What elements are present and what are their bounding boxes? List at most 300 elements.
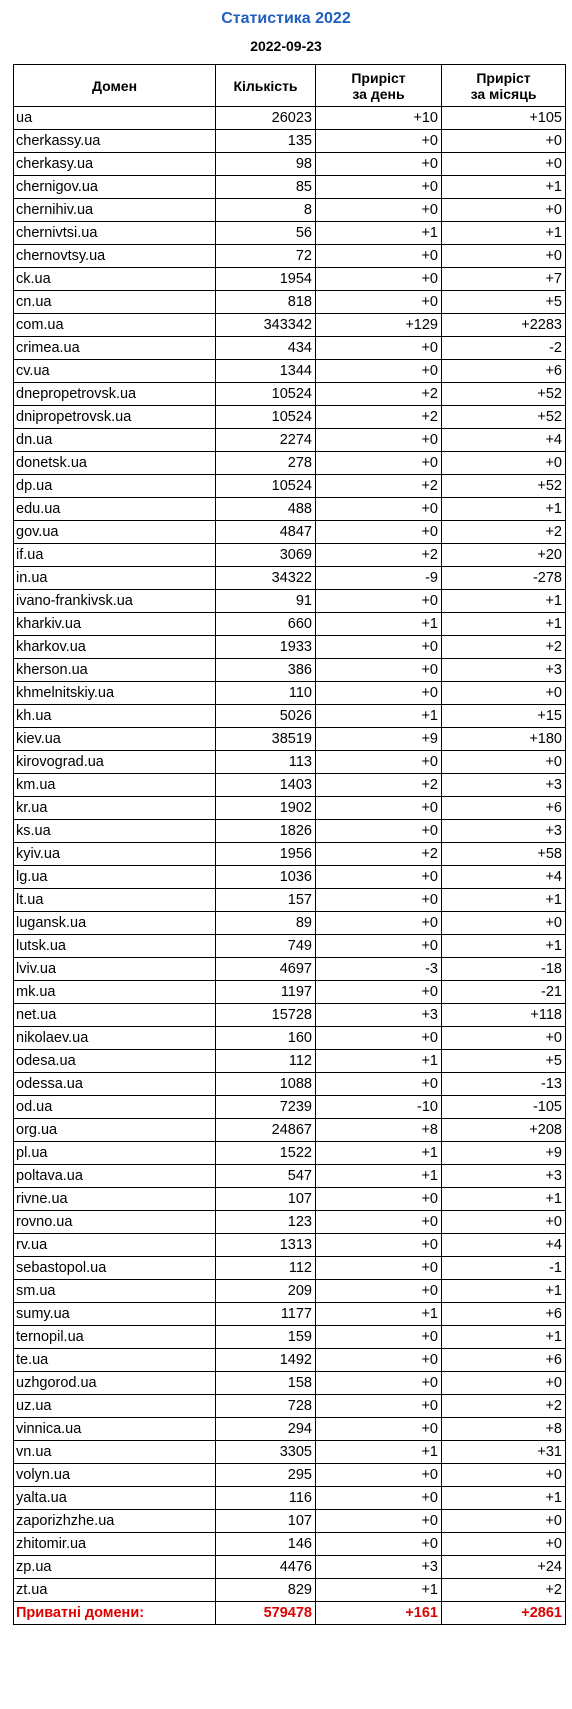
count-cell: 110 [216,682,316,705]
domain-cell: vinnica.ua [14,1418,216,1441]
page-title: Статистика 2022 [221,10,351,27]
day-growth-cell: -9 [316,567,442,590]
month-growth-cell: +6 [442,797,566,820]
domain-cell: uzhgorod.ua [14,1372,216,1395]
header-month-growth: Приріст за місяць [442,65,566,107]
month-growth-cell: -278 [442,567,566,590]
month-growth-cell: +105 [442,107,566,130]
month-growth-cell: +3 [442,1165,566,1188]
table-row [14,475,566,498]
domain-cell: sebastopol.ua [14,1257,216,1280]
count-cell: 343342 [216,314,316,337]
table-row [14,636,566,659]
month-growth-cell: +2 [442,636,566,659]
domain-cell: dn.ua [14,429,216,452]
day-growth-cell: +0 [316,981,442,1004]
day-growth-cell: +0 [316,429,442,452]
domain-cell: crimea.ua [14,337,216,360]
table-row [14,360,566,383]
domain-cell: kharkov.ua [14,636,216,659]
month-growth-cell: +3 [442,820,566,843]
month-growth-cell: +6 [442,1349,566,1372]
day-growth-cell: +0 [316,337,442,360]
count-cell: 2274 [216,429,316,452]
day-growth-cell: +2 [316,774,442,797]
day-growth-cell: +2 [316,843,442,866]
count-cell: 1826 [216,820,316,843]
month-growth-cell: -13 [442,1073,566,1096]
domain-cell: vn.ua [14,1441,216,1464]
count-cell: 1954 [216,268,316,291]
count-cell: 1344 [216,360,316,383]
table-row [14,1027,566,1050]
count-cell: 1956 [216,843,316,866]
table-row [14,1165,566,1188]
domain-cell: lt.ua [14,889,216,912]
count-cell: 146 [216,1533,316,1556]
day-growth-cell: +0 [316,1395,442,1418]
month-growth-cell: +2283 [442,314,566,337]
count-cell: 112 [216,1257,316,1280]
day-growth-cell: +1 [316,1579,442,1602]
month-growth-cell: +9 [442,1142,566,1165]
day-growth-cell: +0 [316,1349,442,1372]
count-cell: 1177 [216,1303,316,1326]
month-growth-cell: -21 [442,981,566,1004]
domain-cell: dnipropetrovsk.ua [14,406,216,429]
count-cell: 123 [216,1211,316,1234]
domain-cell: lviv.ua [14,958,216,981]
month-growth-cell: +4 [442,429,566,452]
domain-cell: poltava.ua [14,1165,216,1188]
month-growth-cell: -2 [442,337,566,360]
month-growth-cell: +0 [442,1211,566,1234]
day-growth-cell: +0 [316,1533,442,1556]
domain-cell: net.ua [14,1004,216,1027]
domain-cell: ternopil.ua [14,1326,216,1349]
count-cell: 3305 [216,1441,316,1464]
day-growth-cell: +0 [316,176,442,199]
domain-cell: org.ua [14,1119,216,1142]
count-cell: 1036 [216,866,316,889]
domain-cell: lugansk.ua [14,912,216,935]
month-growth-cell: +4 [442,866,566,889]
domain-cell: dp.ua [14,475,216,498]
table-row [14,452,566,475]
month-growth-cell: +0 [442,912,566,935]
count-cell: 34322 [216,567,316,590]
table-row [14,1487,566,1510]
month-growth-cell: +24 [442,1556,566,1579]
table-row [14,1119,566,1142]
domain-cell: zhitomir.ua [14,1533,216,1556]
table-row [14,889,566,912]
day-growth-cell: +1 [316,705,442,728]
count-cell: 8 [216,199,316,222]
total-row [14,1602,566,1625]
month-growth-cell: -105 [442,1096,566,1119]
table-row [14,866,566,889]
domain-cell: kharkiv.ua [14,613,216,636]
domain-cell: sm.ua [14,1280,216,1303]
domain-cell: in.ua [14,567,216,590]
domain-cell: pl.ua [14,1142,216,1165]
month-growth-cell: +0 [442,1510,566,1533]
count-cell: 209 [216,1280,316,1303]
day-growth-cell: +0 [316,1418,442,1441]
day-growth-cell: +1 [316,1142,442,1165]
month-growth-cell: +0 [442,682,566,705]
day-growth-cell: +0 [316,245,442,268]
month-growth-cell: +6 [442,360,566,383]
table-row [14,1395,566,1418]
count-cell: 107 [216,1510,316,1533]
day-growth-cell: +0 [316,521,442,544]
day-growth-cell: +0 [316,636,442,659]
table-row [14,1579,566,1602]
table-row [14,1234,566,1257]
domain-cell: rv.ua [14,1234,216,1257]
day-growth-cell: +0 [316,1280,442,1303]
count-cell: 295 [216,1464,316,1487]
table-row [14,245,566,268]
table-row [14,107,566,130]
count-cell: 10524 [216,383,316,406]
table-row [14,521,566,544]
domain-cell: kirovograd.ua [14,751,216,774]
domain-cell: dnepropetrovsk.ua [14,383,216,406]
domain-cell: zt.ua [14,1579,216,1602]
domain-cell: chernigov.ua [14,176,216,199]
month-growth-cell: +3 [442,659,566,682]
day-growth-cell: +2 [316,544,442,567]
day-growth-cell: +0 [316,452,442,475]
day-growth-cell: +0 [316,797,442,820]
count-cell: 91 [216,590,316,613]
table-row [14,774,566,797]
domain-cell: volyn.ua [14,1464,216,1487]
month-growth-cell: +31 [442,1441,566,1464]
total-month-growth: +2861 [442,1602,566,1625]
domain-cell: ivano-frankivsk.ua [14,590,216,613]
count-cell: 728 [216,1395,316,1418]
month-growth-cell: +0 [442,1464,566,1487]
count-cell: 749 [216,935,316,958]
table-row [14,1372,566,1395]
report-date: 2022-09-23 [250,38,322,54]
month-growth-cell: +0 [442,130,566,153]
count-cell: 72 [216,245,316,268]
month-growth-cell: +0 [442,245,566,268]
count-cell: 1492 [216,1349,316,1372]
table-row [14,1556,566,1579]
day-growth-cell: -3 [316,958,442,981]
header-domain: Домен [14,65,216,107]
table-row [14,981,566,1004]
count-cell: 434 [216,337,316,360]
day-growth-cell: +10 [316,107,442,130]
count-cell: 15728 [216,1004,316,1027]
month-growth-cell: +52 [442,383,566,406]
day-growth-cell: +0 [316,291,442,314]
day-growth-cell: +129 [316,314,442,337]
day-growth-cell: +0 [316,659,442,682]
month-growth-cell: +0 [442,1372,566,1395]
table-row [14,130,566,153]
day-growth-cell: +0 [316,682,442,705]
day-growth-cell: +0 [316,1487,442,1510]
month-growth-cell: +1 [442,176,566,199]
day-growth-cell: +1 [316,1303,442,1326]
count-cell: 160 [216,1027,316,1050]
table-row [14,797,566,820]
table-row [14,1303,566,1326]
table-header-row [14,65,566,107]
day-growth-cell: +0 [316,1027,442,1050]
table-row [14,153,566,176]
header-day-growth: Приріст за день [316,65,442,107]
day-growth-cell: +2 [316,475,442,498]
table-row [14,268,566,291]
table-row [14,1326,566,1349]
domain-cell: rivne.ua [14,1188,216,1211]
domain-cell: cherkasy.ua [14,153,216,176]
count-cell: 113 [216,751,316,774]
count-cell: 3069 [216,544,316,567]
table-row [14,199,566,222]
day-growth-cell: +0 [316,935,442,958]
table-row [14,1050,566,1073]
domain-cell: uz.ua [14,1395,216,1418]
table-row [14,1073,566,1096]
month-growth-cell: +208 [442,1119,566,1142]
table-row [14,1464,566,1487]
month-growth-cell: +3 [442,774,566,797]
day-growth-cell: +1 [316,1165,442,1188]
domain-cell: te.ua [14,1349,216,1372]
month-growth-cell: +1 [442,222,566,245]
table-row [14,383,566,406]
count-cell: 135 [216,130,316,153]
domain-cell: com.ua [14,314,216,337]
month-growth-cell: +118 [442,1004,566,1027]
table-body [14,107,566,1602]
domain-cell: odesa.ua [14,1050,216,1073]
month-growth-cell: -18 [442,958,566,981]
domain-cell: lutsk.ua [14,935,216,958]
count-cell: 294 [216,1418,316,1441]
table-row [14,544,566,567]
total-label: Приватні домени: [14,1602,216,1625]
day-growth-cell: +0 [316,360,442,383]
count-cell: 386 [216,659,316,682]
domain-cell: chernivtsi.ua [14,222,216,245]
domain-cell: kiev.ua [14,728,216,751]
table-row [14,590,566,613]
month-growth-cell: +1 [442,1326,566,1349]
count-cell: 107 [216,1188,316,1211]
count-cell: 98 [216,153,316,176]
month-growth-cell: +180 [442,728,566,751]
count-cell: 157 [216,889,316,912]
table-row [14,176,566,199]
month-growth-cell: +58 [442,843,566,866]
table-row [14,820,566,843]
count-cell: 56 [216,222,316,245]
table-row [14,1280,566,1303]
table-row [14,1142,566,1165]
count-cell: 278 [216,452,316,475]
day-growth-cell: +0 [316,498,442,521]
domain-cell: sumy.ua [14,1303,216,1326]
day-growth-cell: +1 [316,1050,442,1073]
day-growth-cell: +0 [316,1234,442,1257]
month-growth-cell: +0 [442,199,566,222]
day-growth-cell: +0 [316,590,442,613]
day-growth-cell: +0 [316,1326,442,1349]
month-growth-cell: +15 [442,705,566,728]
table-row [14,1533,566,1556]
day-growth-cell: +0 [316,889,442,912]
day-growth-cell: +3 [316,1004,442,1027]
domain-cell: zaporizhzhe.ua [14,1510,216,1533]
count-cell: 4476 [216,1556,316,1579]
month-growth-cell: +2 [442,1579,566,1602]
table-row [14,1211,566,1234]
table-row [14,291,566,314]
count-cell: 1902 [216,797,316,820]
day-growth-cell: +0 [316,268,442,291]
table-row [14,1188,566,1211]
domain-cell: kyiv.ua [14,843,216,866]
day-growth-cell: +0 [316,1073,442,1096]
domain-cell: kr.ua [14,797,216,820]
domain-cell: khmelnitskiy.ua [14,682,216,705]
count-cell: 24867 [216,1119,316,1142]
table-row [14,406,566,429]
count-cell: 38519 [216,728,316,751]
total-day-growth: +161 [316,1602,442,1625]
domain-cell: cn.ua [14,291,216,314]
table-row [14,751,566,774]
total-count: 579478 [216,1602,316,1625]
day-growth-cell: +1 [316,1441,442,1464]
month-growth-cell: +8 [442,1418,566,1441]
table-row [14,728,566,751]
domain-cell: mk.ua [14,981,216,1004]
month-growth-cell: +0 [442,751,566,774]
count-cell: 1522 [216,1142,316,1165]
table-row [14,843,566,866]
day-growth-cell: +0 [316,1211,442,1234]
day-growth-cell: +0 [316,153,442,176]
domain-cell: yalta.ua [14,1487,216,1510]
table-row [14,314,566,337]
month-growth-cell: +6 [442,1303,566,1326]
count-cell: 116 [216,1487,316,1510]
count-cell: 7239 [216,1096,316,1119]
day-growth-cell: +9 [316,728,442,751]
table-row [14,613,566,636]
table-row [14,912,566,935]
domain-cell: zp.ua [14,1556,216,1579]
table-row [14,1418,566,1441]
month-growth-cell: +2 [442,521,566,544]
table-row [14,222,566,245]
domain-cell: odessa.ua [14,1073,216,1096]
count-cell: 1197 [216,981,316,1004]
month-growth-cell: +1 [442,1280,566,1303]
day-growth-cell: +0 [316,1510,442,1533]
count-cell: 158 [216,1372,316,1395]
domain-cell: ck.ua [14,268,216,291]
domain-cell: nikolaev.ua [14,1027,216,1050]
month-growth-cell: +1 [442,1487,566,1510]
count-cell: 4847 [216,521,316,544]
domain-cell: km.ua [14,774,216,797]
domain-cell: chernihiv.ua [14,199,216,222]
month-growth-cell: +5 [442,291,566,314]
count-cell: 85 [216,176,316,199]
count-cell: 660 [216,613,316,636]
domain-cell: ua [14,107,216,130]
table-row [14,567,566,590]
day-growth-cell: +0 [316,1372,442,1395]
day-growth-cell: +0 [316,130,442,153]
month-growth-cell: +1 [442,935,566,958]
domain-cell: kherson.ua [14,659,216,682]
month-growth-cell: +1 [442,613,566,636]
table-row [14,1257,566,1280]
table-row [14,935,566,958]
count-cell: 5026 [216,705,316,728]
count-cell: 89 [216,912,316,935]
domain-cell: kh.ua [14,705,216,728]
day-growth-cell: +0 [316,866,442,889]
count-cell: 26023 [216,107,316,130]
day-growth-cell: +1 [316,222,442,245]
table-row [14,498,566,521]
month-growth-cell: +5 [442,1050,566,1073]
table-row [14,1441,566,1464]
table-row [14,682,566,705]
day-growth-cell: +0 [316,1464,442,1487]
month-growth-cell: +52 [442,406,566,429]
day-growth-cell: +0 [316,1257,442,1280]
count-cell: 1403 [216,774,316,797]
day-growth-cell: +0 [316,199,442,222]
count-cell: 829 [216,1579,316,1602]
day-growth-cell: -10 [316,1096,442,1119]
month-growth-cell: +0 [442,153,566,176]
count-cell: 159 [216,1326,316,1349]
count-cell: 10524 [216,475,316,498]
count-cell: 112 [216,1050,316,1073]
day-growth-cell: +2 [316,383,442,406]
count-cell: 818 [216,291,316,314]
domain-cell: cv.ua [14,360,216,383]
domain-cell: cherkassy.ua [14,130,216,153]
month-growth-cell: +4 [442,1234,566,1257]
table-row [14,659,566,682]
table-row [14,429,566,452]
table-row [14,1096,566,1119]
domain-cell: chernovtsy.ua [14,245,216,268]
day-growth-cell: +0 [316,820,442,843]
domain-cell: donetsk.ua [14,452,216,475]
month-growth-cell: +20 [442,544,566,567]
day-growth-cell: +0 [316,912,442,935]
